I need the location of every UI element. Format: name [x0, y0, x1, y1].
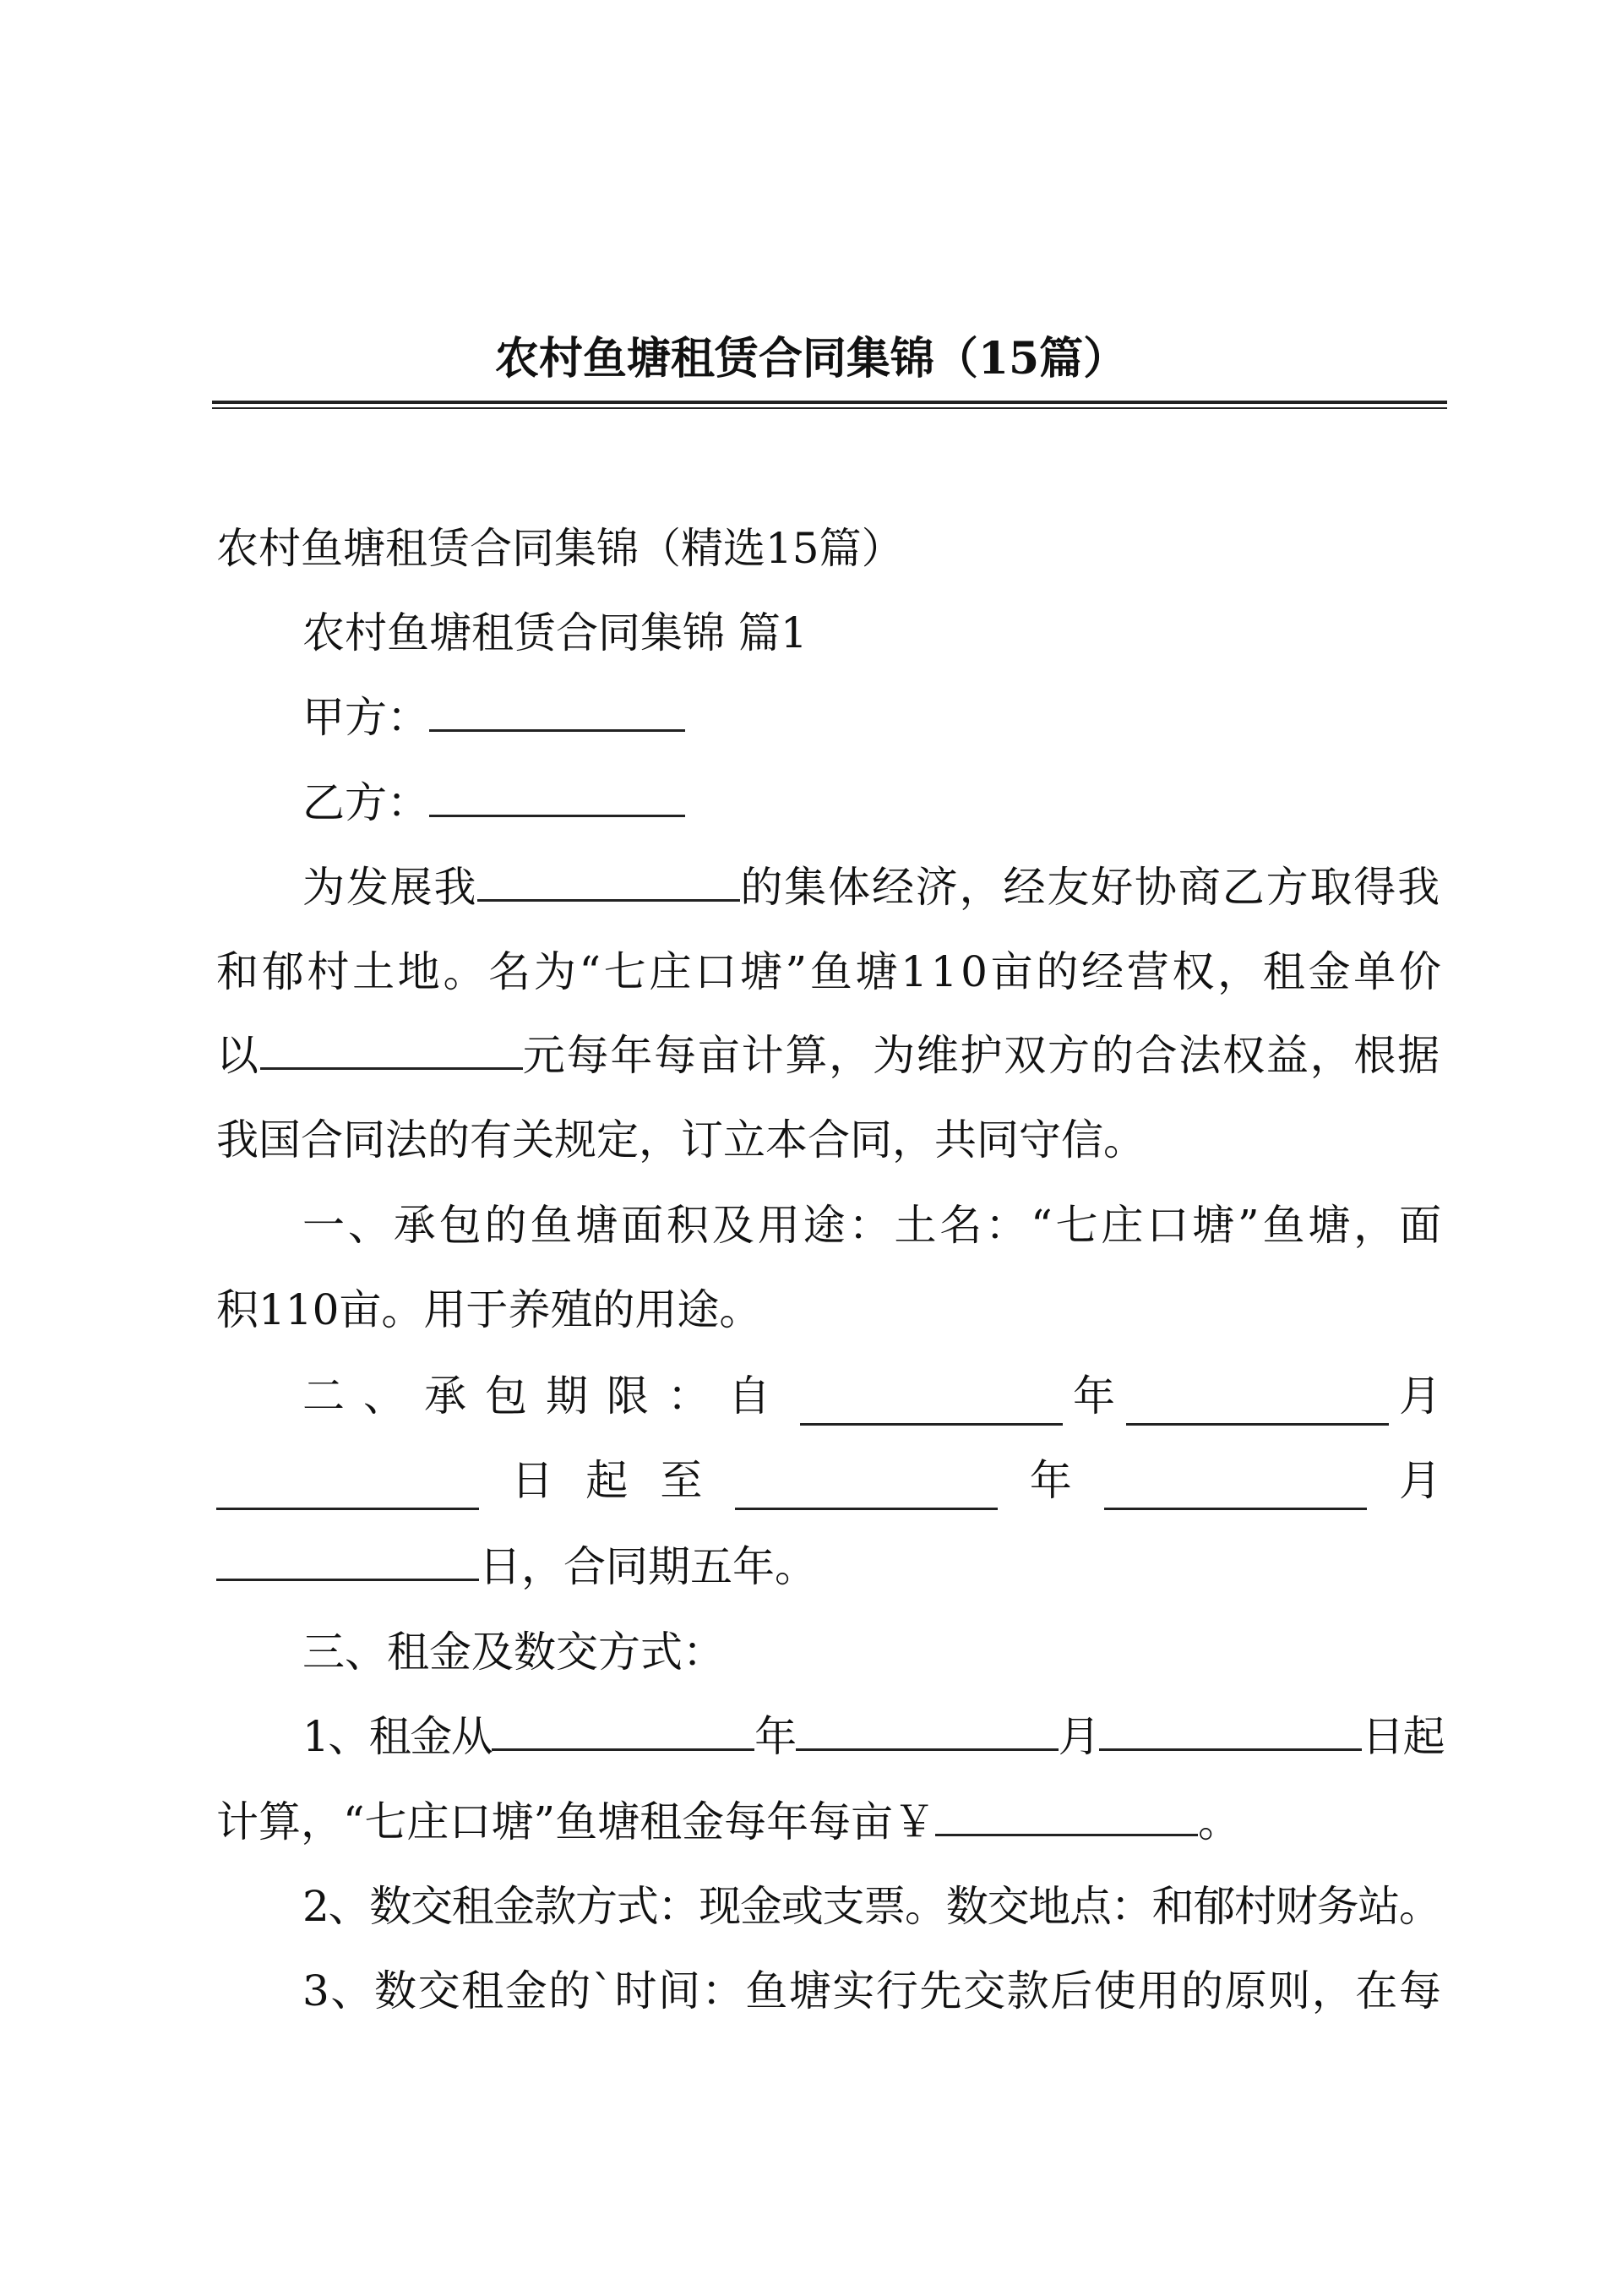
text: 起 — [585, 1456, 629, 1505]
fill-blank-amount — [935, 1797, 1198, 1836]
text: 年 — [1073, 1372, 1115, 1421]
section-heading: 农村鱼塘租赁合同集锦 篇1 — [302, 608, 808, 657]
subtitle: 农村鱼塘租赁合同集锦（精选15篇） — [216, 524, 904, 573]
clause-3-item-1 — [302, 1707, 1445, 1766]
fill-blank-year — [735, 1470, 998, 1510]
text: 以 — [216, 1031, 260, 1080]
text: 。 — [1198, 1797, 1241, 1846]
clause-1-line: 一、承包的鱼塘面积及用途：土名：“七庄口塘”鱼塘，面 — [302, 1201, 1445, 1250]
party-b-label: 乙方： — [302, 778, 429, 827]
clause-1-line: 积110亩。用于养殖的用途。 — [216, 1285, 762, 1334]
fill-blank-month — [1104, 1470, 1367, 1510]
fill-blank-day — [216, 1470, 479, 1510]
text: 1、租金从 — [302, 1712, 493, 1761]
text: 计算，“七庄口塘”鱼塘租金每年每亩￥ — [216, 1797, 936, 1846]
text: 月 — [1399, 1372, 1441, 1421]
party-a-label: 甲方： — [302, 693, 429, 742]
title-divider-thick — [212, 401, 1447, 404]
text: 二、承包期限：自 — [302, 1372, 789, 1421]
text: 月 — [1398, 1456, 1441, 1505]
clause-3-heading: 三、租金及数交方式： — [302, 1628, 725, 1677]
document-title: 农村鱼塘租赁合同集锦（15篇） — [494, 333, 1128, 384]
party-a-line — [302, 688, 1441, 747]
fill-blank-day — [216, 1541, 479, 1581]
fill-blank-day — [1099, 1711, 1362, 1751]
fill-blank-year — [492, 1711, 754, 1751]
text: 年 — [754, 1712, 796, 1761]
party-b-line — [302, 773, 1441, 832]
paragraph-line: 我国合同法的有关规定，订立本合同，共同守信。 — [216, 1115, 1146, 1164]
text: 的集体经济，经友好协商乙方取得我 — [740, 863, 1442, 912]
clause-2-line — [302, 1366, 1441, 1426]
text: 日，合同期五年。 — [479, 1542, 817, 1591]
party-a-blank — [429, 692, 685, 732]
text: 日 — [511, 1456, 554, 1505]
clause-2-line — [216, 1537, 1441, 1596]
title-divider-thin — [212, 407, 1447, 409]
fill-blank-month — [796, 1711, 1059, 1751]
text: 月 — [1058, 1712, 1100, 1761]
party-b-blank — [429, 777, 685, 817]
fill-blank — [260, 1030, 523, 1070]
clause-2-line — [216, 1451, 1441, 1510]
text: 年 — [1029, 1456, 1072, 1505]
fill-blank — [477, 862, 740, 902]
paragraph-line: 和郁村土地。名为“七庄口塘”鱼塘110亩的经营权，租金单价 — [216, 947, 1445, 996]
clause-3-item-2: 2、数交租金款方式：现金或支票。数交地点：和郁村财务站。 — [302, 1882, 1440, 1931]
paragraph-line — [302, 858, 1441, 917]
text: 至 — [660, 1456, 703, 1505]
clause-3-item-1 — [216, 1792, 1441, 1852]
clause-3-item-3: 3、数交租金的`时间：鱼塘实行先交款后使用的原则，在每 — [302, 1966, 1443, 2015]
text: 日起 — [1362, 1712, 1445, 1761]
fill-blank-month — [1126, 1386, 1389, 1426]
paragraph-line — [216, 1026, 1441, 1085]
text: 为发展我 — [302, 863, 478, 912]
fill-blank-year — [800, 1386, 1063, 1426]
text: 元每年每亩计算，为维护双方的合法权益，根据 — [522, 1031, 1441, 1080]
